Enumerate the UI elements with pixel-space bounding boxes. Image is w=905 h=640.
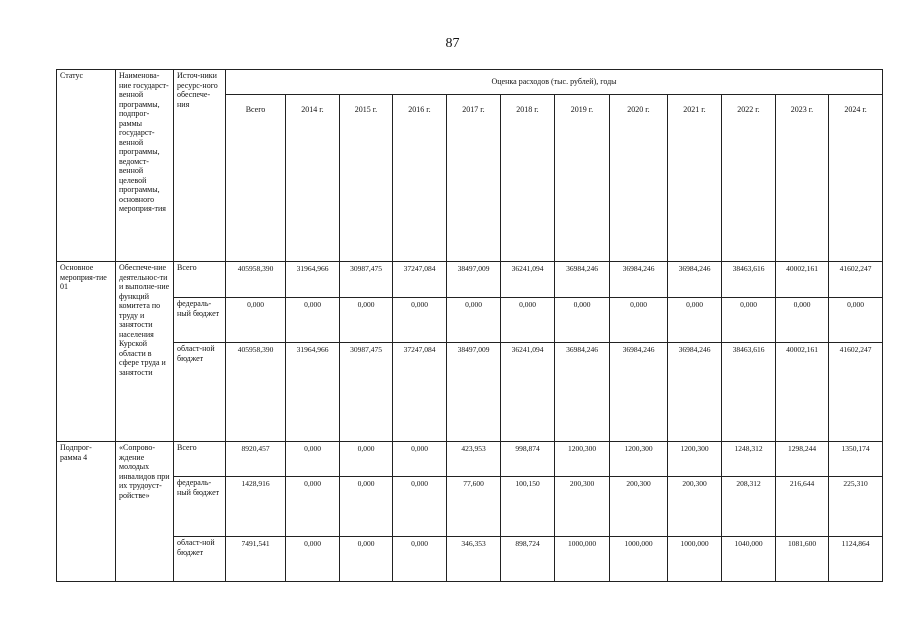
value-cell: 41602,247 [829,343,883,442]
value-cell: 898,724 [501,537,555,582]
value-cell: 30987,475 [340,343,393,442]
value-cell: 40002,161 [776,262,829,298]
value-cell: 0,000 [340,442,393,477]
value-cell: 1040,000 [722,537,776,582]
value-cell: 36241,094 [501,262,555,298]
value-cell: 200,300 [668,477,722,537]
value-cell: 36984,246 [668,343,722,442]
value-cell: 0,000 [286,477,340,537]
value-cell: 36984,246 [555,262,610,298]
table-row [57,343,883,442]
value-cell: 0,000 [393,298,447,343]
value-cell: 0,000 [668,298,722,343]
header-col-2014: 2014 г. [286,95,340,262]
value-cell: 8920,457 [226,442,286,477]
header-col-2024: 2024 г. [829,95,883,262]
source-cell: област-ной бюджет [174,343,226,442]
value-cell: 1200,300 [668,442,722,477]
value-cell: 1248,312 [722,442,776,477]
budget-table [56,69,883,582]
group-name: Обеспече-ние деятельнос-ти и выполне-ние функций комитета по труду и занятости населения Курской области в сфере труда и занятости [116,262,174,442]
value-cell: 31964,966 [286,262,340,298]
value-cell: 0,000 [829,298,883,343]
header-col-2021: 2021 г. [668,95,722,262]
value-cell: 208,312 [722,477,776,537]
value-cell: 38497,009 [447,262,501,298]
value-cell: 0,000 [501,298,555,343]
header-name: Наименова-ние государст-венной программы, подпрог-раммы государст-венной программы, ведомст-венной целевой программы, основного мероприя-тия [116,70,174,262]
value-cell: 423,953 [447,442,501,477]
value-cell: 1200,300 [610,442,668,477]
header-col-2015: 2015 г. [340,95,393,262]
value-cell: 0,000 [610,298,668,343]
value-cell: 7491,541 [226,537,286,582]
group-status: Подпрог-рамма 4 [57,442,116,582]
value-cell: 1000,000 [610,537,668,582]
value-cell: 38463,616 [722,262,776,298]
source-cell: област-ной бюджет [174,537,226,582]
header-row-1 [57,70,883,95]
source-cell: федераль-ный бюджет [174,298,226,343]
value-cell: 0,000 [286,537,340,582]
value-cell: 30987,475 [340,262,393,298]
value-cell: 0,000 [340,477,393,537]
value-cell: 31964,966 [286,343,340,442]
header-col-2020: 2020 г. [610,95,668,262]
source-cell: Всего [174,262,226,298]
value-cell: 1000,000 [668,537,722,582]
value-cell: 0,000 [286,442,340,477]
header-status: Статус [57,70,116,262]
value-cell: 1298,244 [776,442,829,477]
header-col-total: Всего [226,95,286,262]
header-col-2016: 2016 г. [393,95,447,262]
value-cell: 0,000 [447,298,501,343]
value-cell: 225,310 [829,477,883,537]
value-cell: 1081,600 [776,537,829,582]
value-cell: 40002,161 [776,343,829,442]
value-cell: 100,150 [501,477,555,537]
value-cell: 1200,300 [555,442,610,477]
value-cell: 0,000 [340,298,393,343]
value-cell: 1350,174 [829,442,883,477]
value-cell: 36984,246 [610,262,668,298]
value-cell: 1000,000 [555,537,610,582]
value-cell: 38497,009 [447,343,501,442]
table-row [57,477,883,537]
header-col-2018: 2018 г. [501,95,555,262]
value-cell: 405958,390 [226,343,286,442]
value-cell: 0,000 [393,442,447,477]
value-cell: 0,000 [776,298,829,343]
value-cell: 37247,084 [393,343,447,442]
value-cell: 1428,916 [226,477,286,537]
value-cell: 0,000 [226,298,286,343]
header-col-2023: 2023 г. [776,95,829,262]
value-cell: 405958,390 [226,262,286,298]
header-col-2019: 2019 г. [555,95,610,262]
value-cell: 0,000 [286,298,340,343]
value-cell: 77,600 [447,477,501,537]
value-cell: 1124,864 [829,537,883,582]
value-cell: 36241,094 [501,343,555,442]
value-cell: 200,300 [610,477,668,537]
table-row [57,537,883,582]
value-cell: 0,000 [340,537,393,582]
source-cell: федераль-ный бюджет [174,477,226,537]
value-cell: 41602,247 [829,262,883,298]
value-cell: 216,644 [776,477,829,537]
table-row [57,298,883,343]
value-cell: 998,874 [501,442,555,477]
header-source: Источ-ники ресурс-ного обеспече-ния [174,70,226,262]
source-cell: Всего [174,442,226,477]
value-cell: 200,300 [555,477,610,537]
value-cell: 36984,246 [610,343,668,442]
value-cell: 0,000 [393,537,447,582]
group-status: Основное мероприя-тие 01 [57,262,116,442]
header-col-2022: 2022 г. [722,95,776,262]
value-cell: 0,000 [393,477,447,537]
value-cell: 0,000 [555,298,610,343]
table-row [57,442,883,477]
table-row [57,262,883,298]
value-cell: 36984,246 [668,262,722,298]
value-cell: 36984,246 [555,343,610,442]
header-estimate: Оценка расходов (тыс. рублей), годы [226,70,883,95]
page-number: 87 [445,36,460,51]
header-col-2017: 2017 г. [447,95,501,262]
value-cell: 346,353 [447,537,501,582]
group-name: «Сопрово-ждение молодых инвалидов при их трудоуст-ройстве» [116,442,174,582]
value-cell: 37247,084 [393,262,447,298]
value-cell: 0,000 [722,298,776,343]
value-cell: 38463,616 [722,343,776,442]
